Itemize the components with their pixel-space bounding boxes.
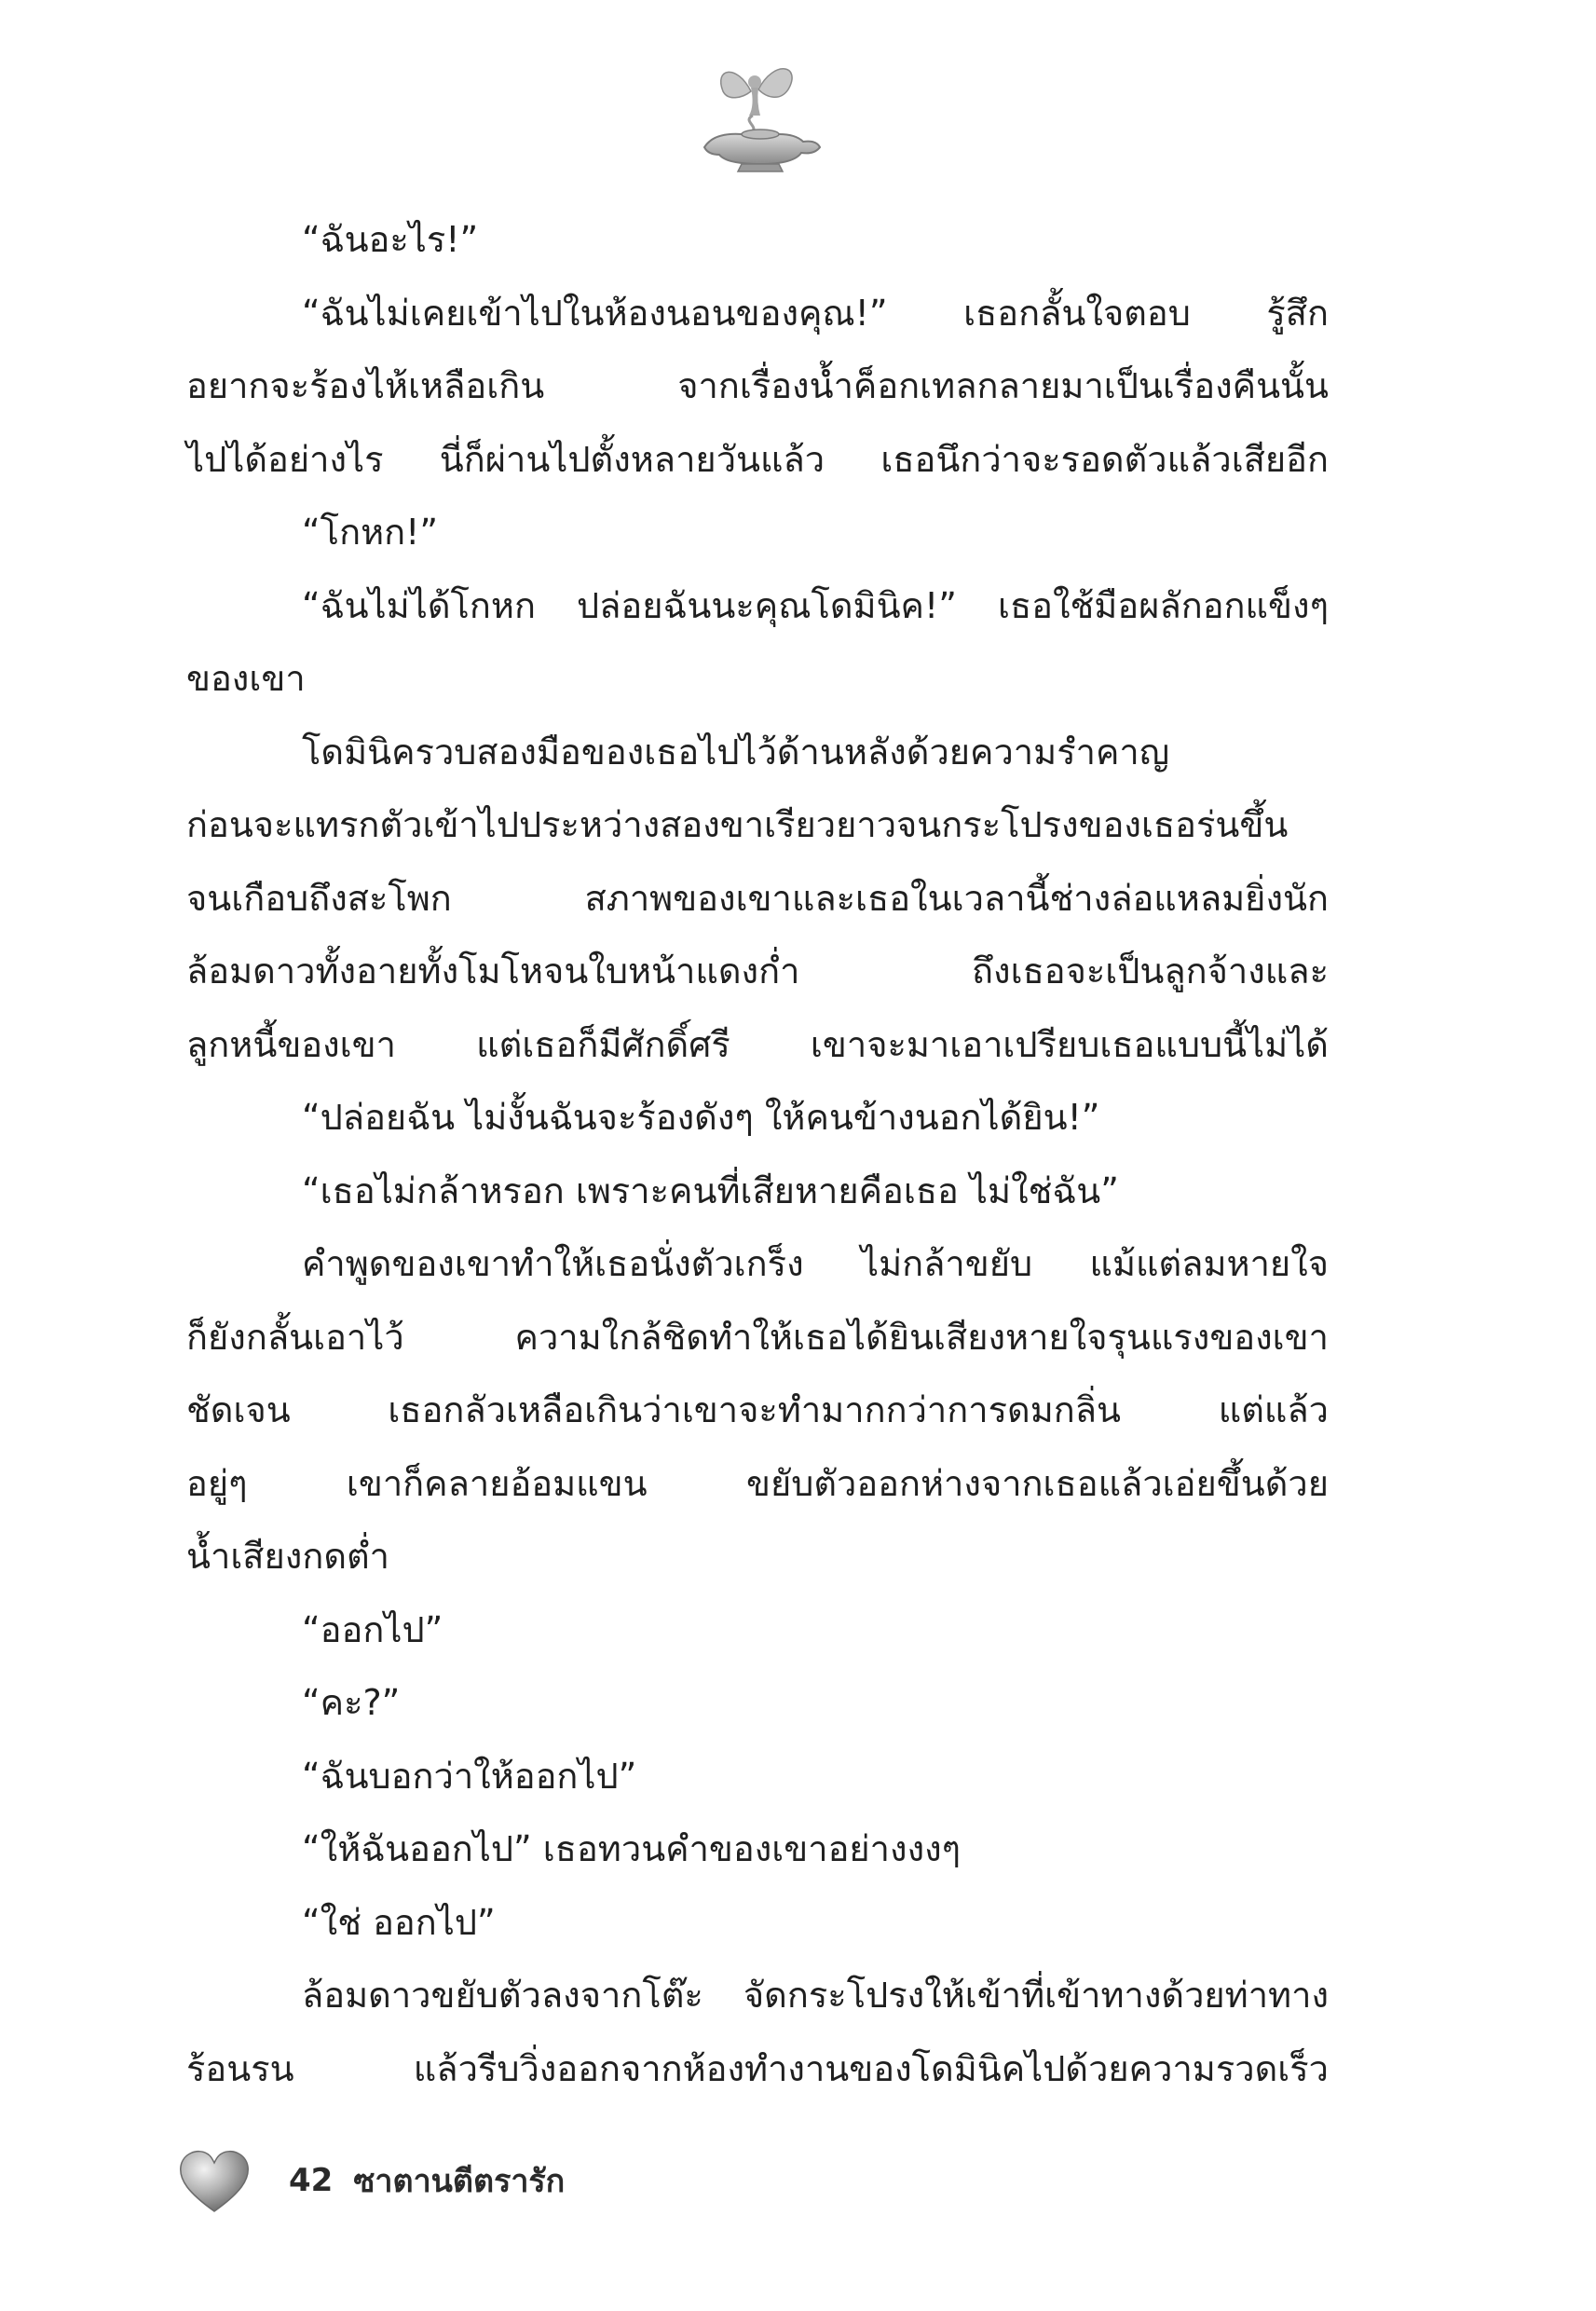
text-line: ลูกหนี้ของเขา แต่เธอก็มีศักดิ์ศรี เขาจะมาเอาเปรียบเธอแบบนี้ไม่ได้ bbox=[186, 1023, 1329, 1065]
text-line: “ฉันอะไร!” bbox=[302, 219, 479, 260]
text-line: “ให้ฉันออกไป” เธอทวนคำของเขาอย่างงงๆ bbox=[302, 1828, 962, 1869]
text-line: ของเขา bbox=[186, 658, 306, 699]
text-line: คำพูดของเขาทำให้เธอนั่งตัวเกร็ง ไม่กล้าขยับ แม้แต่ลมหายใจ bbox=[302, 1243, 1329, 1284]
text-line: อยากจะร้องไห้เหลือเกิน จากเรื่องน้ำค็อกเทลกลายมาเป็นเรื่องคืนนั้น bbox=[186, 365, 1329, 406]
text-line: ชัดเจน เธอกลัวเหลือเกินว่าเขาจะทำมากกว่าการดมกลิ่น แต่แล้ว bbox=[186, 1389, 1329, 1430]
text-line: ล้อมดาวทั้งอายทั้งโมโหจนใบหน้าแดงก่ำ ถึงเธอจะเป็นลูกจ้างและ bbox=[186, 950, 1329, 991]
text-line: โดมินิครวบสองมือของเธอไปไว้ด้านหลังด้วยความรำคาญ bbox=[302, 731, 1170, 773]
text-line: ก็ยังกลั้นเอาไว้ ความใกล้ชิดทำให้เธอได้ยินเสียงหายใจรุนแรงของเขา bbox=[186, 1316, 1329, 1358]
page-footer bbox=[177, 2143, 565, 2218]
text-line: จนเกือบถึงสะโพก สภาพของเขาและเธอในเวลานี้ช่างล่อแหลมยิ่งนัก bbox=[186, 877, 1329, 919]
text-line: ล้อมดาวขยับตัวลงจากโต๊ะ จัดกระโปรงให้เข้าที่เข้าทางด้วยท่าทาง bbox=[302, 1975, 1329, 2016]
text-line: ไปได้อย่างไร นี่ก็ผ่านไปตั้งหลายวันแล้ว เธอนึกว่าจะรอดตัวแล้วเสียอีก bbox=[186, 438, 1329, 480]
text-line: “ฉันบอกว่าให้ออกไป” bbox=[302, 1755, 637, 1797]
text-line: “เธอไม่กล้าหรอก เพราะคนที่เสียหายคือเธอ ไม่ใช่ฉัน” bbox=[302, 1169, 1119, 1211]
lamp-fairy-ornament-icon bbox=[686, 54, 825, 175]
text-line: “ออกไป” bbox=[302, 1608, 443, 1650]
text-line: “ปล่อยฉัน ไม่งั้นฉันจะร้องดังๆ ให้คนข้างนอกได้ยิน!” bbox=[302, 1097, 1100, 1138]
book-title: ซาตานตีตรารัก bbox=[353, 2163, 566, 2200]
text-line: น้ำเสียงกดต่ำ bbox=[186, 1536, 390, 1577]
text-line: ก่อนจะแทรกตัวเข้าไปประหว่างสองขาเรียวยาวจนกระโปรงของเธอร่นขึ้น bbox=[186, 804, 1289, 845]
text-line: “ใช่ ออกไป” bbox=[302, 1901, 496, 1943]
text-line: “ฉันไม่ได้โกหก ปล่อยฉันนะคุณโดมินิค!” เธอใช้มือผลักอกแข็งๆ bbox=[302, 584, 1329, 626]
text-line: “ฉันไม่เคยเข้าไปในห้องนอนของคุณ!” เธอกลั้นใจตอบ รู้สึก bbox=[302, 292, 1329, 334]
text-line: ร้อนรน แล้วรีบวิ่งออกจากห้องทำงานของโดมินิคไปด้วยความรวดเร็ว bbox=[186, 2047, 1329, 2089]
text-line: อยู่ๆ เขาก็คลายอ้อมแขน ขยับตัวออกห่างจากเธอแล้วเอ่ยขึ้นด้วย bbox=[186, 1462, 1329, 1504]
heart-icon bbox=[177, 2146, 252, 2215]
page-number: 42 bbox=[289, 2162, 334, 2199]
text-line: “โกหก!” bbox=[302, 512, 439, 553]
text-line: “คะ?” bbox=[302, 1682, 401, 1723]
story-text bbox=[186, 203, 1329, 2105]
